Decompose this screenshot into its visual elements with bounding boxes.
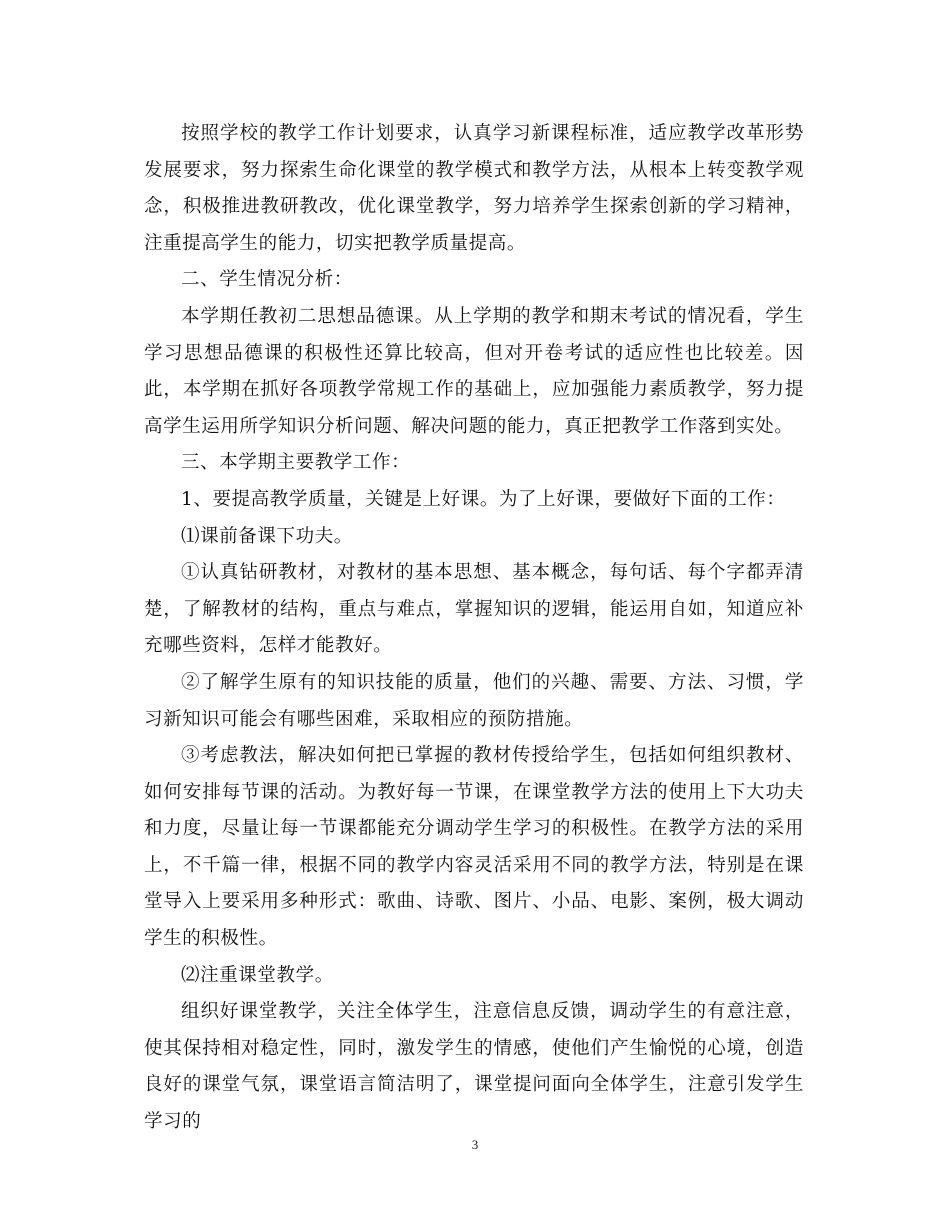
paragraph-point-2: ②了解学生原有的知识技能的质量，他们的兴趣、需要、方法、习惯，学习新知识可能会有哪些困难，采取相应的预防措施。 <box>144 671 804 730</box>
subheading-classroom: ⑵注重课堂教学。 <box>181 964 334 986</box>
paragraph-classroom: 组织好课堂教学，关注全体学生，注意信息反馈，调动学生的有意注意，使其保持相对稳定性，同时，激发学生的情感，使他们产生愉悦的心境，创造良好的课堂气氛，课堂语言简洁明了，课堂提问面向全体学生，注意引发学生学习的 <box>144 1001 804 1133</box>
paragraph-item-1: 1、要提高教学质量，关键是上好课。为了上好课，要做好下面的工作： <box>181 488 786 510</box>
paragraph-student-analysis: 本学期任教初二思想品德课。从上学期的教学和期末考试的情况看，学生学习思想品德课的积极性还算比较高，但对开卷考试的适应性也比较差。因此，本学期在抓好各项教学常规工作的基础上，应加强能力素质教学，努力提高学生运用所学知识分析问题、解决问题的能力，真正把教学工作落到实处。 <box>144 305 804 437</box>
heading-student-analysis: 二、学生情况分析： <box>181 269 353 291</box>
page-number: 3 <box>471 1137 479 1152</box>
subheading-preparation: ⑴课前备课下功夫。 <box>181 525 353 547</box>
paragraph-intro: 按照学校的教学工作计划要求，认真学习新课程标准，适应教学改革形势发展要求，努力探索生命化课堂的教学模式和教学方法，从根本上转变教学观念，积极推进教研教改，优化课堂教学，努力培养学生探索创新的学习精神，注重提高学生的能力，切实把教学质量提高。 <box>144 123 804 254</box>
paragraph-point-3: ③考虑教法，解决如何把已掌握的教材传授给学生，包括如何组织教材、如何安排每节课的活动。为教好每一节课，在课堂教学方法的使用上下大功夫和力度，尽量让每一节课都能充分调动学生学习的积极性。在教学方法的采用上，不千篇一律，根据不同的教学内容灵活采用不同的教学方法，特别是在课堂导入上要采用多种形式：歌曲、诗歌、图片、小品、电影、案例，极大调动学生的积极性。 <box>144 745 804 950</box>
document-body <box>144 116 804 1141</box>
heading-main-work: 三、本学期主要教学工作： <box>181 452 411 474</box>
paragraph-point-1: ①认真钻研教材，对教材的基本思想、基本概念，每句话、每个字都弄清楚，了解教材的结构，重点与难点，掌握知识的逻辑，能运用自如，知道应补充哪些资料，怎样才能教好。 <box>144 562 804 657</box>
